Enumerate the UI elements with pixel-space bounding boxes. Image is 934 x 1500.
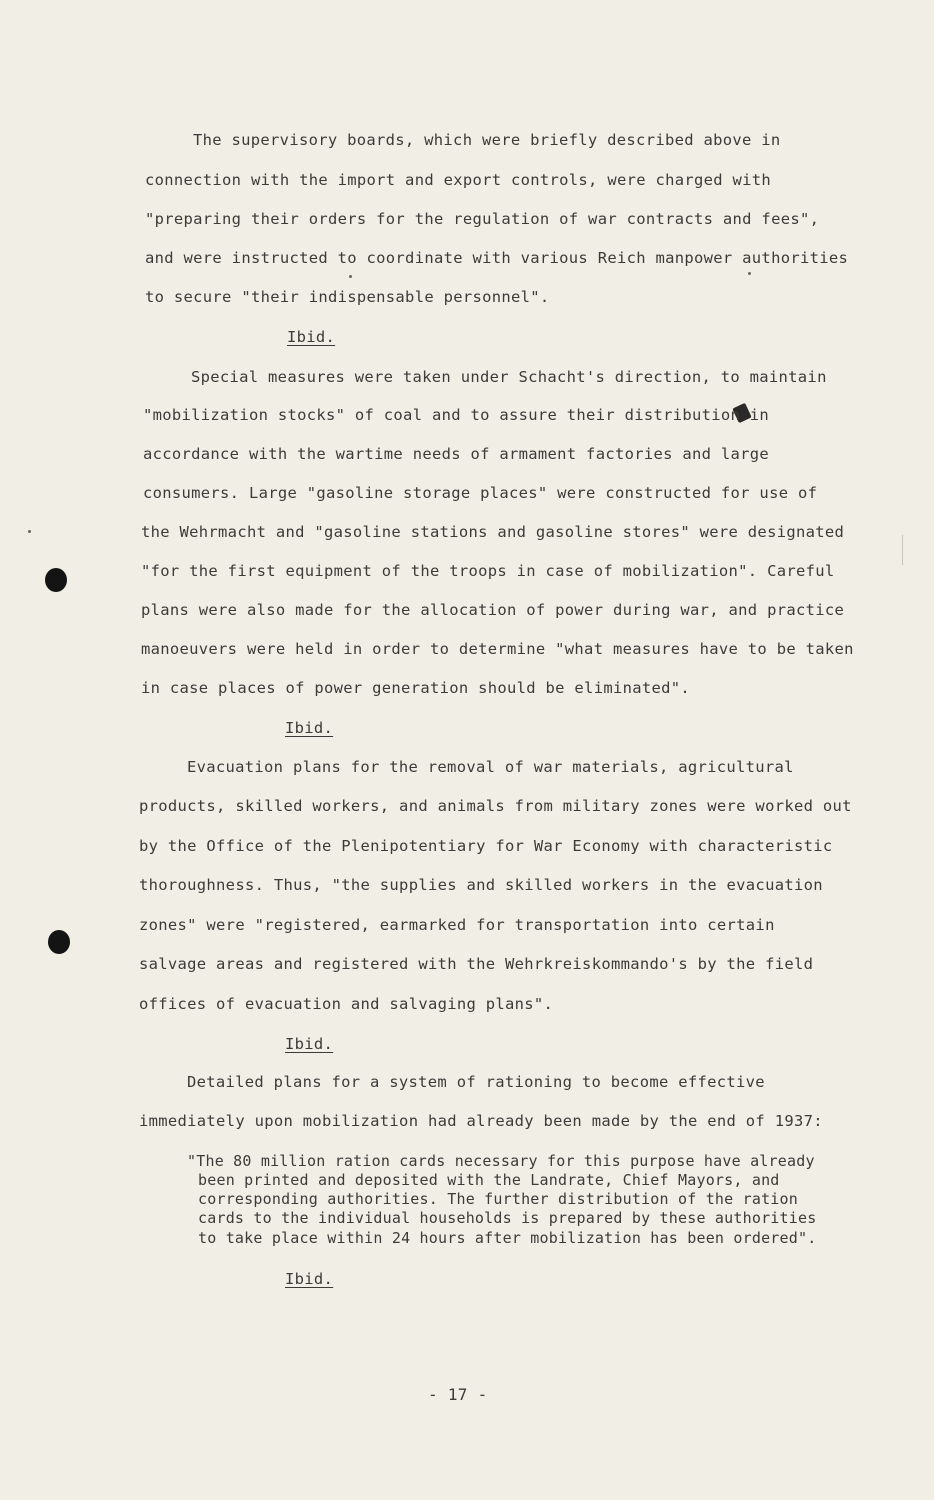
- text-line: thoroughness. Thus, "the supplies and skilled workers in the evacuation: [139, 876, 823, 894]
- page-number: - 17 -: [428, 1385, 488, 1404]
- citation-ibid: Ibid.: [285, 1035, 334, 1053]
- text-line: accordance with the wartime needs of armament factories and large: [143, 445, 770, 463]
- text-line: Special measures were taken under Schacht's direction, to maintain: [191, 368, 827, 386]
- text-line: Evacuation plans for the removal of war materials, agricultural: [187, 758, 794, 776]
- quote-line: "The 80 million ration cards necessary for this purpose have already: [187, 1152, 815, 1170]
- text-line: offices of evacuation and salvaging plans".: [139, 995, 554, 1013]
- punch-hole-top: [45, 568, 67, 592]
- citation-ibid: Ibid.: [285, 1270, 334, 1288]
- text-line: to secure "their indispensable personnel".: [145, 288, 550, 306]
- text-line: connection with the import and export controls, were charged with: [145, 171, 772, 189]
- quote-line: to take place within 24 hours after mobilization has been ordered".: [198, 1229, 817, 1247]
- ink-fleck: [28, 530, 31, 533]
- quote-line: cards to the individual households is prepared by these authorities: [198, 1209, 817, 1227]
- ink-fleck: [349, 275, 352, 278]
- citation-ibid: Ibid.: [287, 328, 336, 346]
- text-line: by the Office of the Plenipotentiary for War Economy with characteristic: [139, 837, 833, 855]
- text-line: "for the first equipment of the troops in case of mobilization". Careful: [141, 562, 835, 580]
- margin-mark: [902, 535, 903, 565]
- quote-line: been printed and deposited with the Landrate, Chief Mayors, and: [198, 1171, 780, 1189]
- text-line: the Wehrmacht and "gasoline stations and gasoline stores" were designated: [141, 523, 845, 541]
- text-line: plans were also made for the allocation of power during war, and practice: [141, 601, 845, 619]
- punch-hole-bottom: [48, 930, 70, 954]
- ink-fleck: [748, 272, 751, 275]
- text-line: "preparing their orders for the regulation of war contracts and fees",: [145, 210, 820, 228]
- quote-line: corresponding authorities. The further distribution of the ration: [198, 1190, 798, 1208]
- text-line: zones" were "registered, earmarked for transportation into certain: [139, 916, 775, 934]
- citation-ibid: Ibid.: [285, 719, 334, 737]
- text-line: The supervisory boards, which were briefly described above in: [193, 131, 781, 149]
- text-line: salvage areas and registered with the Wehrkreiskommando's by the field: [139, 955, 814, 973]
- text-line: manoeuvers were held in order to determine "what measures have to be taken: [141, 640, 854, 658]
- text-line: and were instructed to coordinate with various Reich manpower authorities: [145, 249, 849, 267]
- text-line: consumers. Large "gasoline storage places" were constructed for use of: [143, 484, 818, 502]
- text-line: immediately upon mobilization had already been made by the end of 1937:: [139, 1112, 823, 1130]
- text-line: "mobilization stocks" of coal and to assure their distribution in: [143, 406, 770, 424]
- text-line: products, skilled workers, and animals from military zones were worked out: [139, 797, 852, 815]
- text-line: Detailed plans for a system of rationing to become effective: [187, 1073, 765, 1091]
- text-line: in case places of power generation should be eliminated".: [141, 679, 691, 697]
